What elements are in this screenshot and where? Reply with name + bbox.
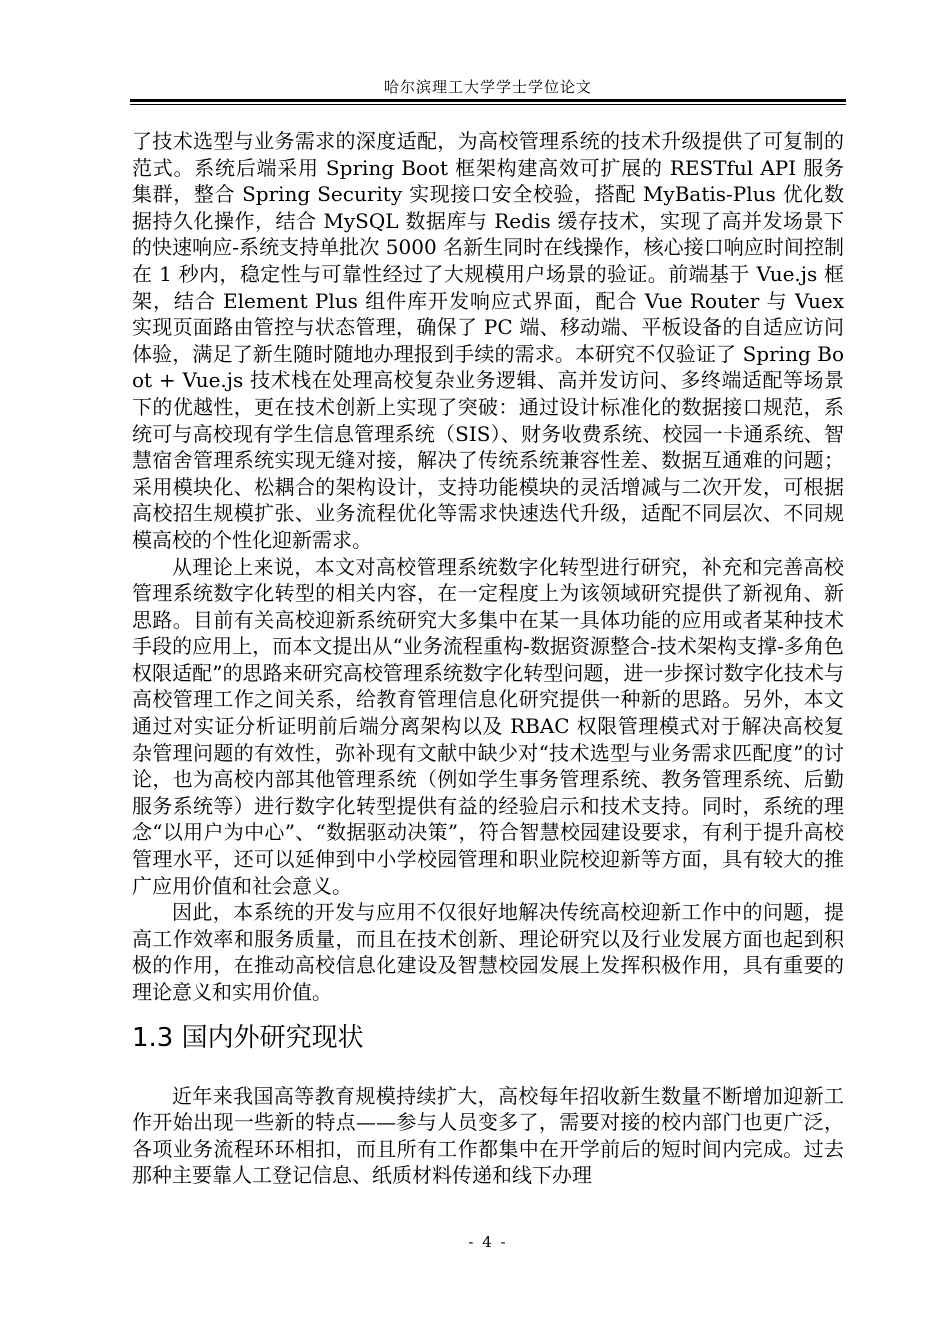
page-number: - 4 - [468,1233,508,1251]
body-text [132,128,844,1189]
header-rule-thick [130,99,846,102]
running-header: 哈尔滨理工大学学士学位论文 [383,78,592,96]
paragraph-theory: 从理论上来说，本文对高校管理系统数字化转型进行研究，补充和完善高校管理系统数字化转型的相关内容，在一定程度上为该领域研究提供了新视角、新思路。目前有关高校迎新系统研究大多集中在某一具体功能的应用或者某种技术手段的应用上，而本文提出从“业务流程重构-数据资源整合-技术架构支撑-多角色权限适配”的思路来研究高校管理系统数字化转型问题，进一步探讨数字化技术与高校管理工作之间关系，给教育管理信息化研究提供一种新的思路。另外，本文通过对实证分析证明前后端分离架构以及 RBAC 权限管理模式对于解决高校复杂管理问题的有效性，弥补现有文献中缺少对“技术选型与业务需求匹配度”的讨论，也为高校内部其他管理系统（例如学生事务管理系统、教务管理系统、后勤服务系统等）进行数字化转型提供有益的经验启示和技术支持。同时，系统的理念“以用户为中心”、“数据驱动决策”，符合智慧校园建设要求，有利于提升高校管理水平，还可以延伸到中小学校园管理和职业院校迎新等方面，具有较大的推广应用价值和社会意义。 [132,554,844,898]
paragraph-conclusion: 因此，本系统的开发与应用不仅很好地解决传统高校迎新工作中的问题，提高工作效率和服务质量，而且在技术创新、理论研究以及行业发展方面也起到积极的作用，在推动高校信息化建设及智慧校园发展上发挥积极作用，具有重要的理论意义和实用价值。 [132,900,844,1004]
section-heading: 1.3 国内外研究现状 [132,1022,364,1053]
paragraph-research-status: 近年来我国高等教育规模持续扩大，高校每年招收新生数量不断增加迎新工作开始出现一些新的特点——参与人员变多了，需要对接的校内部门也更广泛，各项业务流程环环相扣，而且所有工作都集中在开学前后的短时间内完成。过去那种主要靠人工登记信息、纸质材料传递和线下办理 [132,1083,844,1188]
paragraph-continuation: 了技术选型与业务需求的深度适配，为高校管理系统的技术升级提供了可复制的范式。系统后端采用 Spring Boot 框架构建高效可扩展的 RESTful API 服务集群，整合 Spring Security 实现接口安全校验，搭配 MyBatis-Plus 优化数据持久化操作，结合 MySQL 数据库与 Redis 缓存技术，实现了高并发场景下的快速响应-系统支持单批次 5000 名新生同时在线操作，核心接口响应时间控制在 1 秒内，稳定性与可靠性经过了大规模用户场景的验证。前端基于 Vue.js 框架，结合 Element Plus 组件库开发响应式界面，配合 Vue Router 与 Vuex 实现页面路由管控与状态管理，确保了 PC 端、移动端、平板设备的自适应访问体验，满足了新生随时随地办理报到手续的需求。本研究不仅验证了 Spring Boot + Vue.js 技术栈在处理高校复杂业务逻辑、高并发访问、多终端适配等场景下的优越性，更在技术创新上实现了突破：通过设计标准化的数据接口规范，系统可与高校现有学生信息管理系统（SIS）、财务收费系统、校园一卡通系统、智慧宿舍管理系统实现无缝对接，解决了传统系统兼容性差、数据互通难的问题；采用模块化、松耦合的架构设计，支持功能模块的灵活增减与二次开发，可根据高校招生规模扩张、业务流程优化等需求快速迭代升级，适配不同层次、不同规模高校的个性化迎新需求。 [132,129,844,552]
header-rule-thin [130,104,846,105]
